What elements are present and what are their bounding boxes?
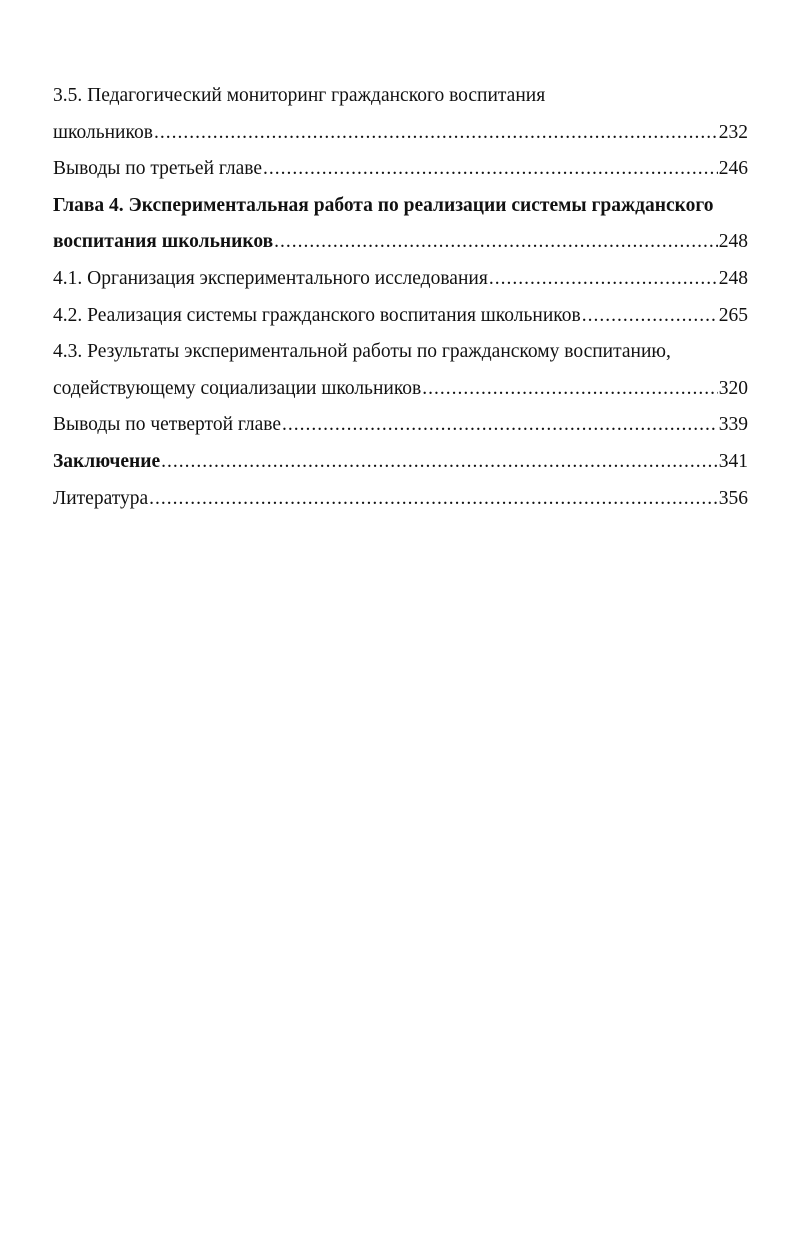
toc-entry-title: Литература	[53, 487, 149, 509]
toc-page-number: 320	[718, 377, 748, 399]
toc-entry-title: школьников	[53, 121, 153, 143]
table-of-contents	[53, 78, 748, 517]
toc-entry-title: воспитания школьников	[53, 231, 274, 253]
toc-entry-title: содействующему социализации школьников	[53, 377, 422, 399]
dot-leader	[149, 481, 718, 518]
toc-page-number: 356	[718, 487, 748, 509]
toc-entry-conclusions-4	[53, 407, 748, 444]
toc-entry-title: 4.1. Организация экспериментального исследования	[53, 267, 488, 289]
toc-entry-title: Выводы по четвертой главе	[53, 414, 282, 436]
toc-entry-chapter-4-cont	[53, 224, 748, 261]
dot-leader	[154, 115, 718, 152]
toc-entry-title: 3.5. Педагогический мониторинг гражданского воспитания	[53, 85, 546, 106]
dot-leader	[582, 298, 718, 335]
toc-entry-conclusions-3	[53, 151, 748, 188]
toc-entry-4-1	[53, 261, 748, 298]
toc-entry-title: 4.2. Реализация системы гражданского воспитания школьников	[53, 304, 581, 326]
toc-page-number: 265	[718, 304, 748, 326]
toc-entry-title: 4.3. Результаты экспериментальной работы по гражданскому воспитанию,	[53, 341, 671, 363]
dot-leader	[274, 224, 718, 261]
toc-page-number: 248	[718, 267, 748, 289]
toc-entry-conclusion	[53, 444, 748, 481]
dot-leader	[489, 261, 718, 298]
dot-leader	[422, 371, 717, 408]
toc-page-number: 246	[718, 158, 748, 180]
toc-entry-4-3	[53, 334, 748, 371]
toc-entry-title: Глава 4. Экспериментальная работа по реализации системы гражданского	[53, 194, 714, 216]
dot-leader	[282, 407, 718, 444]
dot-leader	[161, 444, 718, 481]
toc-entry-title: Выводы по третьей главе	[53, 158, 263, 180]
toc-entry-literature	[53, 481, 748, 518]
toc-entry-title: Заключение	[53, 450, 161, 472]
toc-entry-chapter-4	[53, 188, 748, 225]
toc-page-number: 232	[718, 121, 748, 143]
toc-entry-3-5	[53, 78, 748, 115]
toc-page-number: 339	[718, 414, 748, 436]
dot-leader	[263, 151, 718, 188]
toc-entry-4-2	[53, 298, 748, 335]
toc-entry-3-5-cont	[53, 115, 748, 152]
toc-page-number: 341	[718, 450, 748, 472]
toc-page-number: 248	[718, 231, 748, 253]
toc-entry-4-3-cont	[53, 371, 748, 408]
